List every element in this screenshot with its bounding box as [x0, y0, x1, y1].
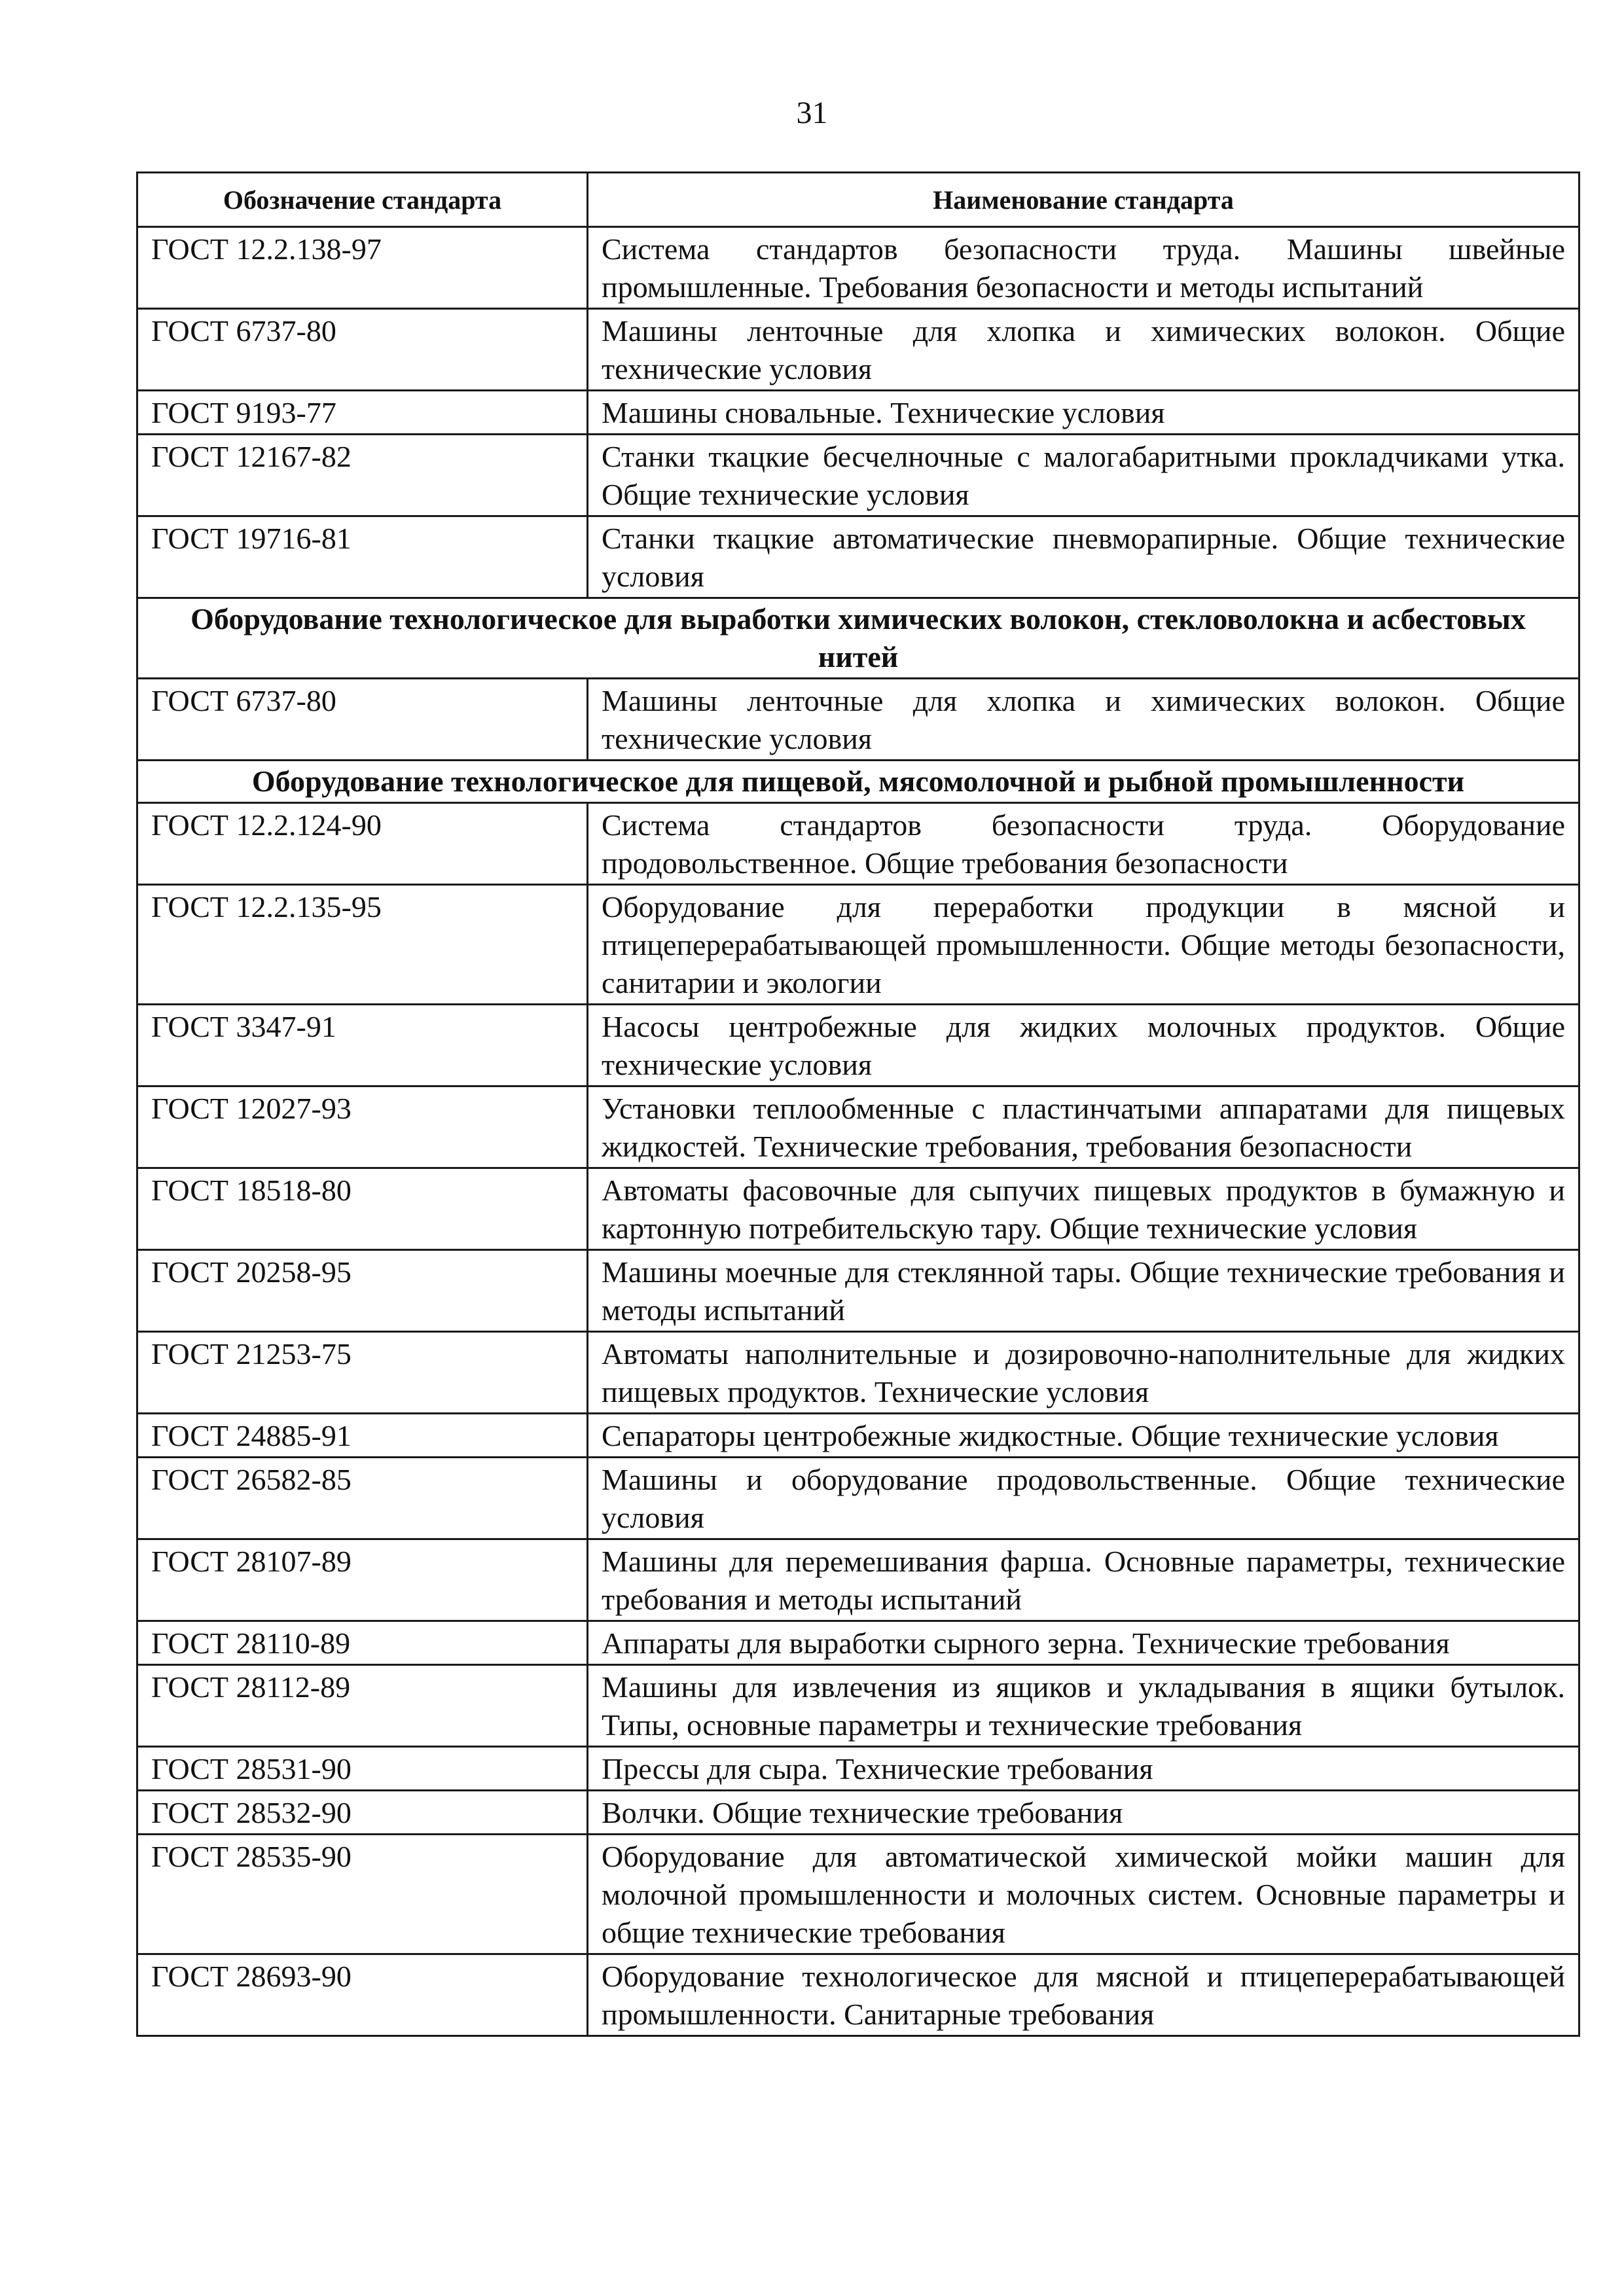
table-header-row	[137, 173, 1579, 227]
standard-designation: ГОСТ 12.2.138-97	[137, 227, 588, 309]
standard-designation: ГОСТ 12.2.124-90	[137, 803, 588, 885]
standard-designation: ГОСТ 3347-91	[137, 1005, 588, 1086]
page-number: 31	[796, 96, 828, 130]
standard-name: Станки ткацкие автоматические пневморапирные. Общие технические условия	[588, 516, 1579, 598]
table-row	[137, 1332, 1579, 1414]
standard-name: Аппараты для выработки сырного зерна. Технические требования	[588, 1621, 1579, 1665]
standard-designation: ГОСТ 18518-80	[137, 1168, 588, 1250]
table-row	[137, 1005, 1579, 1086]
header-designation: Обозначение стандарта	[137, 173, 588, 227]
standard-name: Система стандартов безопасности труда. Машины швейные промышленные. Требования безопасности и методы испытаний	[588, 227, 1579, 309]
standard-name: Машины для перемешивания фарша. Основные параметры, технические требования и методы испытаний	[588, 1539, 1579, 1621]
standard-designation: ГОСТ 9193-77	[137, 391, 588, 435]
table-row	[137, 1168, 1579, 1250]
section-row	[137, 598, 1579, 679]
standards-table	[136, 171, 1580, 2037]
table-row	[137, 1086, 1579, 1168]
table-row	[137, 516, 1579, 598]
table-row	[137, 679, 1579, 761]
standard-name: Оборудование технологическое для мясной и птицеперерабатывающей промышленности. Санитарные требования	[588, 1954, 1579, 2036]
standard-name: Станки ткацкие бесчелночные с малогабаритными прокладчиками утка. Общие технические условия	[588, 435, 1579, 516]
standard-designation: ГОСТ 28531-90	[137, 1747, 588, 1791]
standard-designation: ГОСТ 28110-89	[137, 1621, 588, 1665]
header-name: Наименование стандарта	[588, 173, 1579, 227]
standard-designation: ГОСТ 6737-80	[137, 679, 588, 761]
standard-designation: ГОСТ 19716-81	[137, 516, 588, 598]
table-row	[137, 1621, 1579, 1665]
section-row	[137, 761, 1579, 803]
standard-designation: ГОСТ 28693-90	[137, 1954, 588, 2036]
standard-designation: ГОСТ 26582-85	[137, 1458, 588, 1539]
table-row	[137, 309, 1579, 391]
standard-designation: ГОСТ 28112-89	[137, 1665, 588, 1747]
standard-designation: ГОСТ 28532-90	[137, 1791, 588, 1835]
standard-designation: ГОСТ 28107-89	[137, 1539, 588, 1621]
standard-name: Сепараторы центробежные жидкостные. Общие технические условия	[588, 1414, 1579, 1458]
table-row	[137, 1458, 1579, 1539]
table-row	[137, 227, 1579, 309]
standard-designation: ГОСТ 12167-82	[137, 435, 588, 516]
table-row	[137, 803, 1579, 885]
table-row	[137, 885, 1579, 1005]
standard-designation: ГОСТ 20258-95	[137, 1250, 588, 1332]
standard-name: Машины для извлечения из ящиков и укладывания в ящики бутылок. Типы, основные параметры и технические требования	[588, 1665, 1579, 1747]
standard-name: Оборудование для автоматической химической мойки машин для молочной промышленности и молочных систем. Основные параметры и общие технические требования	[588, 1835, 1579, 1954]
standard-name: Машины ленточные для хлопка и химических волокон. Общие технические условия	[588, 679, 1579, 761]
table-row	[137, 435, 1579, 516]
standard-name: Волчки. Общие технические требования	[588, 1791, 1579, 1835]
standard-name: Автоматы фасовочные для сыпучих пищевых продуктов в бумажную и картонную потребительскую тару. Общие технические условия	[588, 1168, 1579, 1250]
standard-name: Насосы центробежные для жидких молочных продуктов. Общие технические условия	[588, 1005, 1579, 1086]
table-row	[137, 1539, 1579, 1621]
standard-name: Установки теплообменные с пластинчатыми аппаратами для пищевых жидкостей. Технические требования, требования безопасности	[588, 1086, 1579, 1168]
standard-name: Система стандартов безопасности труда. Оборудование продовольственное. Общие требования безопасности	[588, 803, 1579, 885]
standard-name: Машины ленточные для хлопка и химических волокон. Общие технические условия	[588, 309, 1579, 391]
standard-designation: ГОСТ 6737-80	[137, 309, 588, 391]
standard-designation: ГОСТ 21253-75	[137, 1332, 588, 1414]
table-row	[137, 1665, 1579, 1747]
standard-designation: ГОСТ 28535-90	[137, 1835, 588, 1954]
standard-designation: ГОСТ 24885-91	[137, 1414, 588, 1458]
table-row	[137, 1250, 1579, 1332]
standard-name: Оборудование для переработки продукции в мясной и птицеперерабатывающей промышленности. Общие методы безопасности, санитарии и экологии	[588, 885, 1579, 1005]
table-row	[137, 1954, 1579, 2036]
standard-designation: ГОСТ 12027-93	[137, 1086, 588, 1168]
standard-designation: ГОСТ 12.2.135-95	[137, 885, 588, 1005]
standard-name: Машины сновальные. Технические условия	[588, 391, 1579, 435]
section-title: Оборудование технологическое для пищевой, мясомолочной и рыбной промышленности	[137, 761, 1579, 803]
table-row	[137, 1835, 1579, 1954]
table-body	[137, 227, 1579, 2036]
table-row	[137, 1791, 1579, 1835]
standard-name: Машины моечные для стеклянной тары. Общие технические требования и методы испытаний	[588, 1250, 1579, 1332]
table-row	[137, 1747, 1579, 1791]
standard-name: Машины и оборудование продовольственные. Общие технические условия	[588, 1458, 1579, 1539]
standard-name: Автоматы наполнительные и дозировочно-наполнительные для жидких пищевых продуктов. Технические условия	[588, 1332, 1579, 1414]
table-row	[137, 1414, 1579, 1458]
section-title: Оборудование технологическое для выработки химических волокон, стекловолокна и асбестовых нитей	[137, 598, 1579, 679]
table-row	[137, 391, 1579, 435]
standard-name: Прессы для сыра. Технические требования	[588, 1747, 1579, 1791]
